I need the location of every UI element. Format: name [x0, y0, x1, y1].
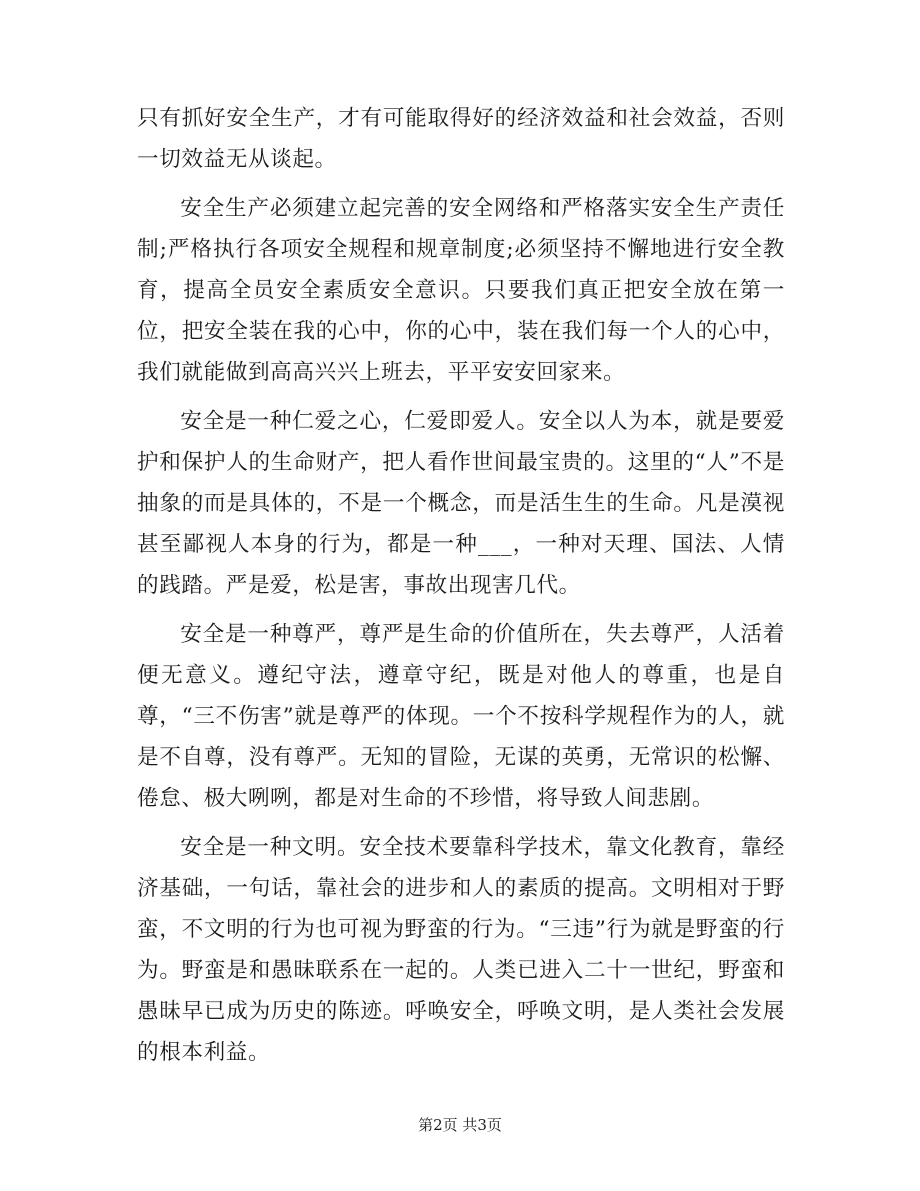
paragraph-safety-benevolence: 安全是一种仁爱之心，仁爱即爱人。安全以人为本，就是要爱护和保护人的生命财产，把人看作世间最宝贵的。这里的“人”不是抽象的而是具体的，不是一个概念，而是活生生的生命。凡是漠视甚至鄙视人本身的行为，都是一种___，一种对天理、国法、人情的践踏。严是爱，松是害，事故出现害几代。 — [137, 409, 785, 598]
paragraph-safety-dignity: 安全是一种尊严，尊严是生命的价值所在，失去尊严，人活着便无意义。遵纪守法，遵章守纪，既是对他人的尊重，也是自尊，“三不伤害”就是尊严的体现。一个不按科学规程作为的人，就是不自尊，没有尊严。无知的冒险，无谋的英勇，无常识的松懈、倦怠、极大咧咧，都是对生命的不珍惜，将导致人间悲剧。 — [137, 622, 785, 811]
paragraph-continuation: 只有抓好安全生产，才有可能取得好的经济效益和社会效益，否则一切效益无从谈起。 — [137, 106, 785, 172]
page-number-footer: 第2页 共3页 — [418, 1116, 502, 1134]
paragraph-safety-system: 安全生产必须建立起完善的安全网络和严格落实安全生产责任制;严格执行各项安全规程和规章制度;必须坚持不懈地进行安全教育，提高全员安全素质安全意识。只要我们真正把安全放在第一位，把安全装在我的心中，你的心中，装在我们每一个人的心中，我们就能做到高高兴兴上班去，平平安安回家来。 — [137, 196, 785, 385]
paragraph-safety-civilization: 安全是一种文明。安全技术要靠科学技术，靠文化教育，靠经济基础，一句话，靠社会的进步和人的素质的提高。文明相对于野蛮，不文明的行为也可视为野蛮的行为。“三违”行为就是野蛮的行为。野蛮是和愚昧联系在一起的。人类已进入二十一世纪，野蛮和愚昧早已成为历史的陈迹。呼唤安全，呼唤文明，是人类社会发展的根本利益。 — [137, 835, 785, 1065]
document-body — [137, 98, 785, 1081]
